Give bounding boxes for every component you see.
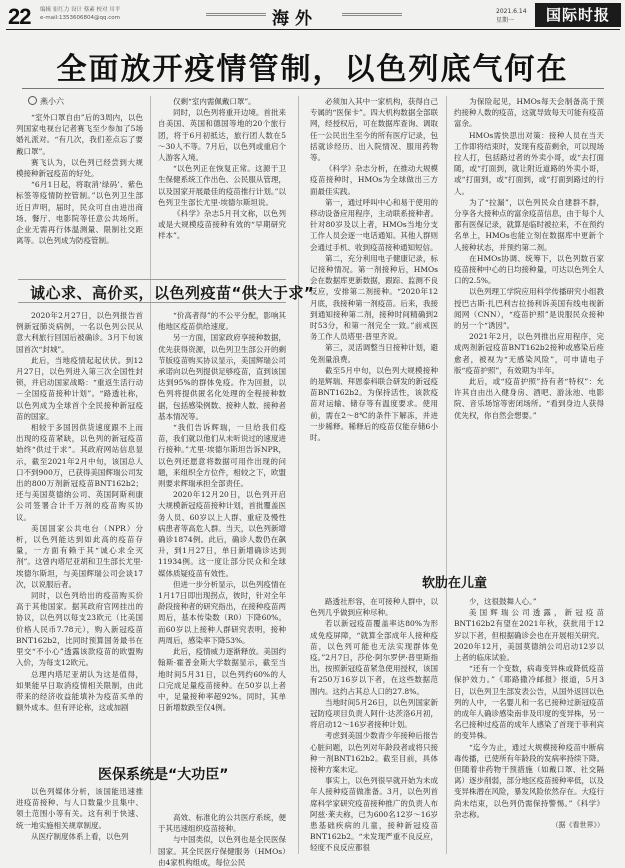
paragraph: HMOs需快思出对策：接种人员在当天工作即将结束时，发现有疫苗剩余，可以现场拉人打，包括路过者的外卖小哥，或“去打面随，或“打面到，就让附近道路的外卖小哥，或“打面到，或“打面到，或“打面到路过的行人。 [454, 130, 604, 196]
paragraph: 2021年2月，以色列推出应用程序，完成两剂新冠疫苗BNT162b2接种或感染后痊愈者，被视为“无感染风险”，可申请电子版“疫苗护照”，有效期为半年。 [454, 332, 604, 375]
article-column-1-intro [16, 112, 143, 276]
header-ornament-right [342, 13, 402, 16]
paragraph: 以色列媒体分析，该国能迅速推进疫苗接种、与人口数量少且集中、领土范围小等有关。这有利于快速、统一地实施相关规章制度。 [16, 787, 143, 830]
article-column-2-mid [158, 310, 286, 758]
paragraph: 以色列理工学院应用科学传播研究小组教授巴古斯·扎巴利吉拉扬利诉美国有线电视新闻网（CNN），“疫苗护照”是说服民众接种的另一个“诱因”。 [454, 287, 604, 331]
paragraph: 总理内塔尼亚胡认为这是值得，如果能早日取消疫情相关限制，由此带来的经济收益能填补为疫苗买单的额外成本。但有评论称，这或加剧 [16, 669, 143, 713]
column-divider [446, 96, 447, 854]
paragraph: 为了“拉漏”，以色列民众自建群不群，分享各大接种点的富余疫苗信息，由于每个人都有医保记录，就算是临时被拉来，不在预约名单上，HMOs也能立刻在数据库中更新个人接种状态，并预约第二剂。 [454, 197, 604, 252]
headline-rule [22, 88, 604, 89]
paragraph: 考虑到美国少数青少年接种后报告心脏问题，以色列对年龄段者或将只接种一剂BNT162b2。截至目前，具体接种方案未定。 [310, 731, 438, 775]
paragraph: “价高者得”的不公平分配，影响其他地区疫苗供给速度。 [158, 311, 286, 332]
staff-line: 编辑 崔红力 设计 蔡素 校对 川平 [40, 7, 121, 13]
paragraph: 为保险起见，HMOs每天会制备高于预约接种人数的疫苗，这就导致每天可能有疫苗富余。 [454, 97, 604, 129]
paragraph: 第二，充分利用电子健康记录，标记接种情况。第一剂接种后，HMOs会在数据库更新数据，跟踪、监测不良反应，安排第二剂接种。“2020年12月底，我接种第一剂疫苗。后来，我接到通知接种第二剂，接种时间精确到2时53分，和第一剂完全一致。”前戒医务工作人员塔里·普里齐说。 [310, 253, 438, 342]
paragraph: 同时，以色列给出的疫苗购买价高于其他国家。据其政府官网挂出的协议，以色列以每支23欧元（比美国价格人民币7.78元），购入新冠疫苗BNT162b2，比同时预算国务最书在里交“不小心”透露该款疫苗的欧盟购入价，为每支12欧元。 [16, 591, 143, 668]
paragraph: 相较于多国因供货速度跟不上而出现的疫苗紧缺，以色列的新冠疫苗始终“供过于求”。其政府网站信息显示，截至2021年2月中旬，该国总人口不到900万，已获得美国辉瑞公司发出的800万剂新冠疫苗BNT162b2；还与美国莫德纳公司、英国阿斯利康公司签署合计千万剂的疫苗购买协议。 [16, 423, 143, 522]
paragraph: “室外口罩自由”后的3周内，以色列国家电视台记者赛飞至少参加了5场婚礼派对。“有几次，我们差点忘了要戴口罩”。 [16, 113, 143, 156]
paragraph: “以色列正在恢复正常。这源于卫生保健系统工作出色、公民服从管理，以及国家开展最佳的疫苗推行计划。”以色列卫生部长尤里·埃德尔斯坦说。 [158, 164, 286, 207]
paragraph: 仅剩“室内需佩戴口罩”。 [173, 97, 256, 106]
byline [28, 96, 64, 107]
paragraph: 赛飞认为，以色列已经尝到大规模接种新冠疫苗的好处。 [16, 157, 143, 179]
paragraph: 但进一步分析显示，以色列疫情在1月17日即出现拐点，彼时，针对全年龄段接种者的研究指出，在接种疫苗两周后，基本传染数（R0）下降60%。而60岁以上接种人群研究表明，接种两周后，感染率下降53%。 [158, 579, 286, 645]
paragraph: 《科学》杂志分析，在推动大规模疫苗接种时，HMOs为全球做出三方面最佳实践。 [310, 164, 438, 196]
header-rule [6, 29, 620, 30]
article-column-3-top [310, 96, 438, 564]
staff-credits [40, 6, 120, 22]
subheading: 医保系统是“大功臣” [98, 767, 229, 783]
paragraph: 高效、标准化的公共医疗系统，便于其迅速组织疫苗接种。 [158, 813, 286, 834]
paragraph: 《科学》杂志5月刊文称，以色列或是大规模疫苗接种有效的“早期研究样本”。 [158, 209, 286, 241]
author-name: 燕小六 [40, 97, 64, 106]
paragraph: 必须加入其中一家机构，获得自己专属的“医保卡”。四大机构数据全部联网，经授权后，可在数据库查询、调取任一公民出生至今的所有医疗记录，包括就诊经历、出入院情况、服用药物等。 [310, 97, 438, 163]
page-number: 22 [8, 4, 31, 29]
article-column-1-body [16, 310, 143, 758]
article-column-3-bottom [310, 596, 438, 858]
article-column-1-tail [16, 786, 143, 856]
date-text: 2021.6.14 [496, 8, 527, 15]
paragraph: 此后，当地疫情起起伏伏。到12月27日，以色列进入第三次全国性封锁，并启动国家战略：“重返生活行动－全国疫苗接种计划”。“路透社称，以色列成为全球首个全民接种新冠疫苗的国家。 [16, 355, 143, 421]
source-credit: （据《看世界》） [551, 821, 604, 830]
paragraph: 在HMOs协调、统筹下，以色列数百家疫苗接种中心的日均接种量，可达以色列全人口的2.5%。 [454, 253, 604, 286]
article-column-4-bottom [454, 596, 604, 858]
paragraph: 第一，通过呼叫中心和易于使用的移动设备应用程序，主动联系接种者。针对80岁及以上者，HMOs当地分支工作人员会逐一电话通知。其他人群则会通过手机、收到疫苗接种通知短信。 [310, 197, 438, 252]
email-line: e-mail:1353606804@qq.com [40, 15, 120, 21]
paragraph: “迄今为止，通过大规模接种疫苗中断病毒传播，已使所有年龄段的发病率持续下降。但随着非药物干预措施（如戴口罩、社交隔离）逐步削弱，部分地区疫苗接种率低，以及变异株潜在风险，暴发风险依然存在。大疫行尚未结束，以色列仍需保持警惕。”《科学》杂志称。 [454, 742, 604, 819]
paragraph: 与中国类似，以色列也是全民医保国家。其全民医疗保健服务（HMOs）由4家机构组成，每位公民 [158, 835, 286, 867]
paragraph: 此后，疫情威力逐渐释放。美国约翰斯·霍普金斯大学数据显示，截至当地时间5月31日，以色列约60%的人口完成足量疫苗接种。在50岁以上者中，足量接种率超92%。同时，其单日新增数跌至仅4例。 [158, 647, 286, 713]
masthead-logo: 国际时报 [535, 3, 621, 27]
paragraph: “6月1日起，将取消‘绿码’、紫色标签等疫情防控管制。”以色列卫生部近日声明，届时，民众可自由进出商场、餐厅、电影院等任意公共场所。企业无需再行体温测量、限制社交距离等。以色列成为防疫管制。 [16, 180, 143, 246]
paragraph: 此后，或“疫苗护照”持有者“特权”：允许其自由出入健身房、酒吧、游泳池、电影院、音乐场馆等密闭场所。“看到身边人获得优先权，你自然会想要。” [454, 377, 604, 420]
column-divider [150, 96, 151, 854]
header-ornament-left [206, 13, 266, 16]
article-column-2-top [158, 96, 286, 274]
paragraph: 美国国家公共电台（NPR）分析，以色列能达到如此高的疫苗存量，一方面有赖于其“诚心求全灭剂”。这曾内塔尼亚胡和卫生部长尤里·埃德尔斯坦，与美国辉瑞公司会谈17次，以说服后者。 [16, 523, 143, 589]
paragraph: 当地时间5月26日，以色列国家新冠防疫项目负责人阿什·达茨洛6月初，将启动12～16岁者接种计划。 [310, 697, 438, 730]
paragraph: 事实上，以色列很早就开始为未成年人接种疫苗做准备。3月，以色列首席科学家研究疫苗接种推广的负责人布阿兹·莱夫称，已为600名12岁～16岁患基础疾病的儿童，接种新冠疫苗BNT162b2。“未发现严重不良反应，轻度不良反应都很 [310, 776, 438, 853]
article-column-4-top [454, 96, 604, 564]
paragraph: 2020年12月20日，以色列开启大规模新冠疫苗接种计划，首批覆盖医务人员、60岁以上人群、重症及慢性病患者等高危人群。当天，以色列新增确诊1874例。此后，确诊人数仍在飙升，到1月27日，单日新增确诊达到11934例。这一度让部分民众和全球媒体质疑疫苗有效性。 [158, 490, 286, 578]
weekday-text: 星期一 [496, 17, 515, 24]
issue-date [496, 7, 527, 25]
paragraph: 另一方面，国家政府享接种数据，优先获得资源，以色列卫生部公开的剩节版疫苗购买协议显示，美国辉瑞公司承诺向以色列提供足够疫苗，直到该国达到95%的群体免疫。作为回报，以色列将提供匿名化处理的全程接种数据，包括感染例数、接种人数、接种者基本情况等。 [158, 333, 286, 421]
subheading: 软肋在儿童 [422, 576, 488, 591]
section-title: 海外 [272, 9, 318, 29]
paragraph: 从医疗制度体系上看，以色列 [31, 831, 129, 841]
paragraph: 同时，以色列将重开边境。首批来自美国、英国和德国等地的20个旅行团，将于6月初抵达，旅行团人数在5～30人不等。7月后，以色列或重启个人游客入境。 [158, 108, 286, 163]
subhead-rule [18, 302, 286, 303]
paragraph: 截至5月中旬，以色列大规模接种的是辉瑞、拜恩泰科联合研发的新冠疫苗BNT162b2。为保持活性，该款疫苗对运输、储存等有温度要求。使用前，需在2～8℃的条件下解冻，并进一步稀释。稀释后的疫苗仅能存储6小时。 [310, 365, 438, 443]
headline: 全面放开疫情管制，以色列底气何在 [56, 52, 569, 87]
author-icon [28, 96, 37, 105]
paragraph: 少，这很鼓舞人心。” [469, 597, 537, 606]
paragraph: “我们告诉辉瑞，一旦给我们疫苗，我们就以他们从未听说过的速度进行接种。”尤里·埃德尔斯坦告诉NPR，以色列还愿意将数据可用作出现的问题，来组织全方位件，相较之下，欧盟则要求辉瑞承担全部责任。 [158, 423, 286, 489]
paragraph: “还有一个变数，病毒变异株或降低疫苗保护效力。”《耶路撒冷邮报》报道，5月3日，以色列卫生部发表公告，从国外返回以色列的人中，一名婴儿和一名已接种过新冠疫苗的成年人确诊感染南非及印度的变异株，另一名已接种过疫苗的成年人感染了首现于菲利宾的变异株。 [454, 664, 604, 741]
subheading: 诚心求、高价买，以色列疫苗“供大于求” [30, 284, 315, 302]
paragraph: 美国辉瑞公司透露，新冠疫苗BNT162b2有望在2021年秋，获批用于12岁以下者，但根据确诊会也在开展相关研究。2020年12月，美国莫德纳公司启动12岁以上者的临床试验。 [454, 608, 604, 663]
paragraph: 第三，灵活调整当日接种计划，避免剂量浪费。 [310, 343, 438, 364]
column-divider [298, 96, 299, 854]
subhead-rule [18, 279, 286, 280]
paragraph: 若以新冠疫苗覆盖率达80%为形成免疫屏障，“就算全部成年人接种疫苗，以色列可能也无法实现群体免疫。”2月7日，莎伦·阿尔罗伊·普里斯指出，按照新冠疫苗紧急使用授权，该国有250万16岁以下者，在这些数据范围内。这约占其总人口的27.8%。 [310, 619, 438, 696]
paragraph: 路透社形容，在可接种人群中，以色列几乎做到应种尽种。 [310, 597, 438, 618]
article-column-2-bottom [158, 812, 286, 867]
paragraph: 2020年2月27日，以色列报告首例新冠肺炎病例，一名以色列公民从意大利旅行回国后被确诊。3月下旬该国首次“封城”。 [16, 311, 143, 354]
